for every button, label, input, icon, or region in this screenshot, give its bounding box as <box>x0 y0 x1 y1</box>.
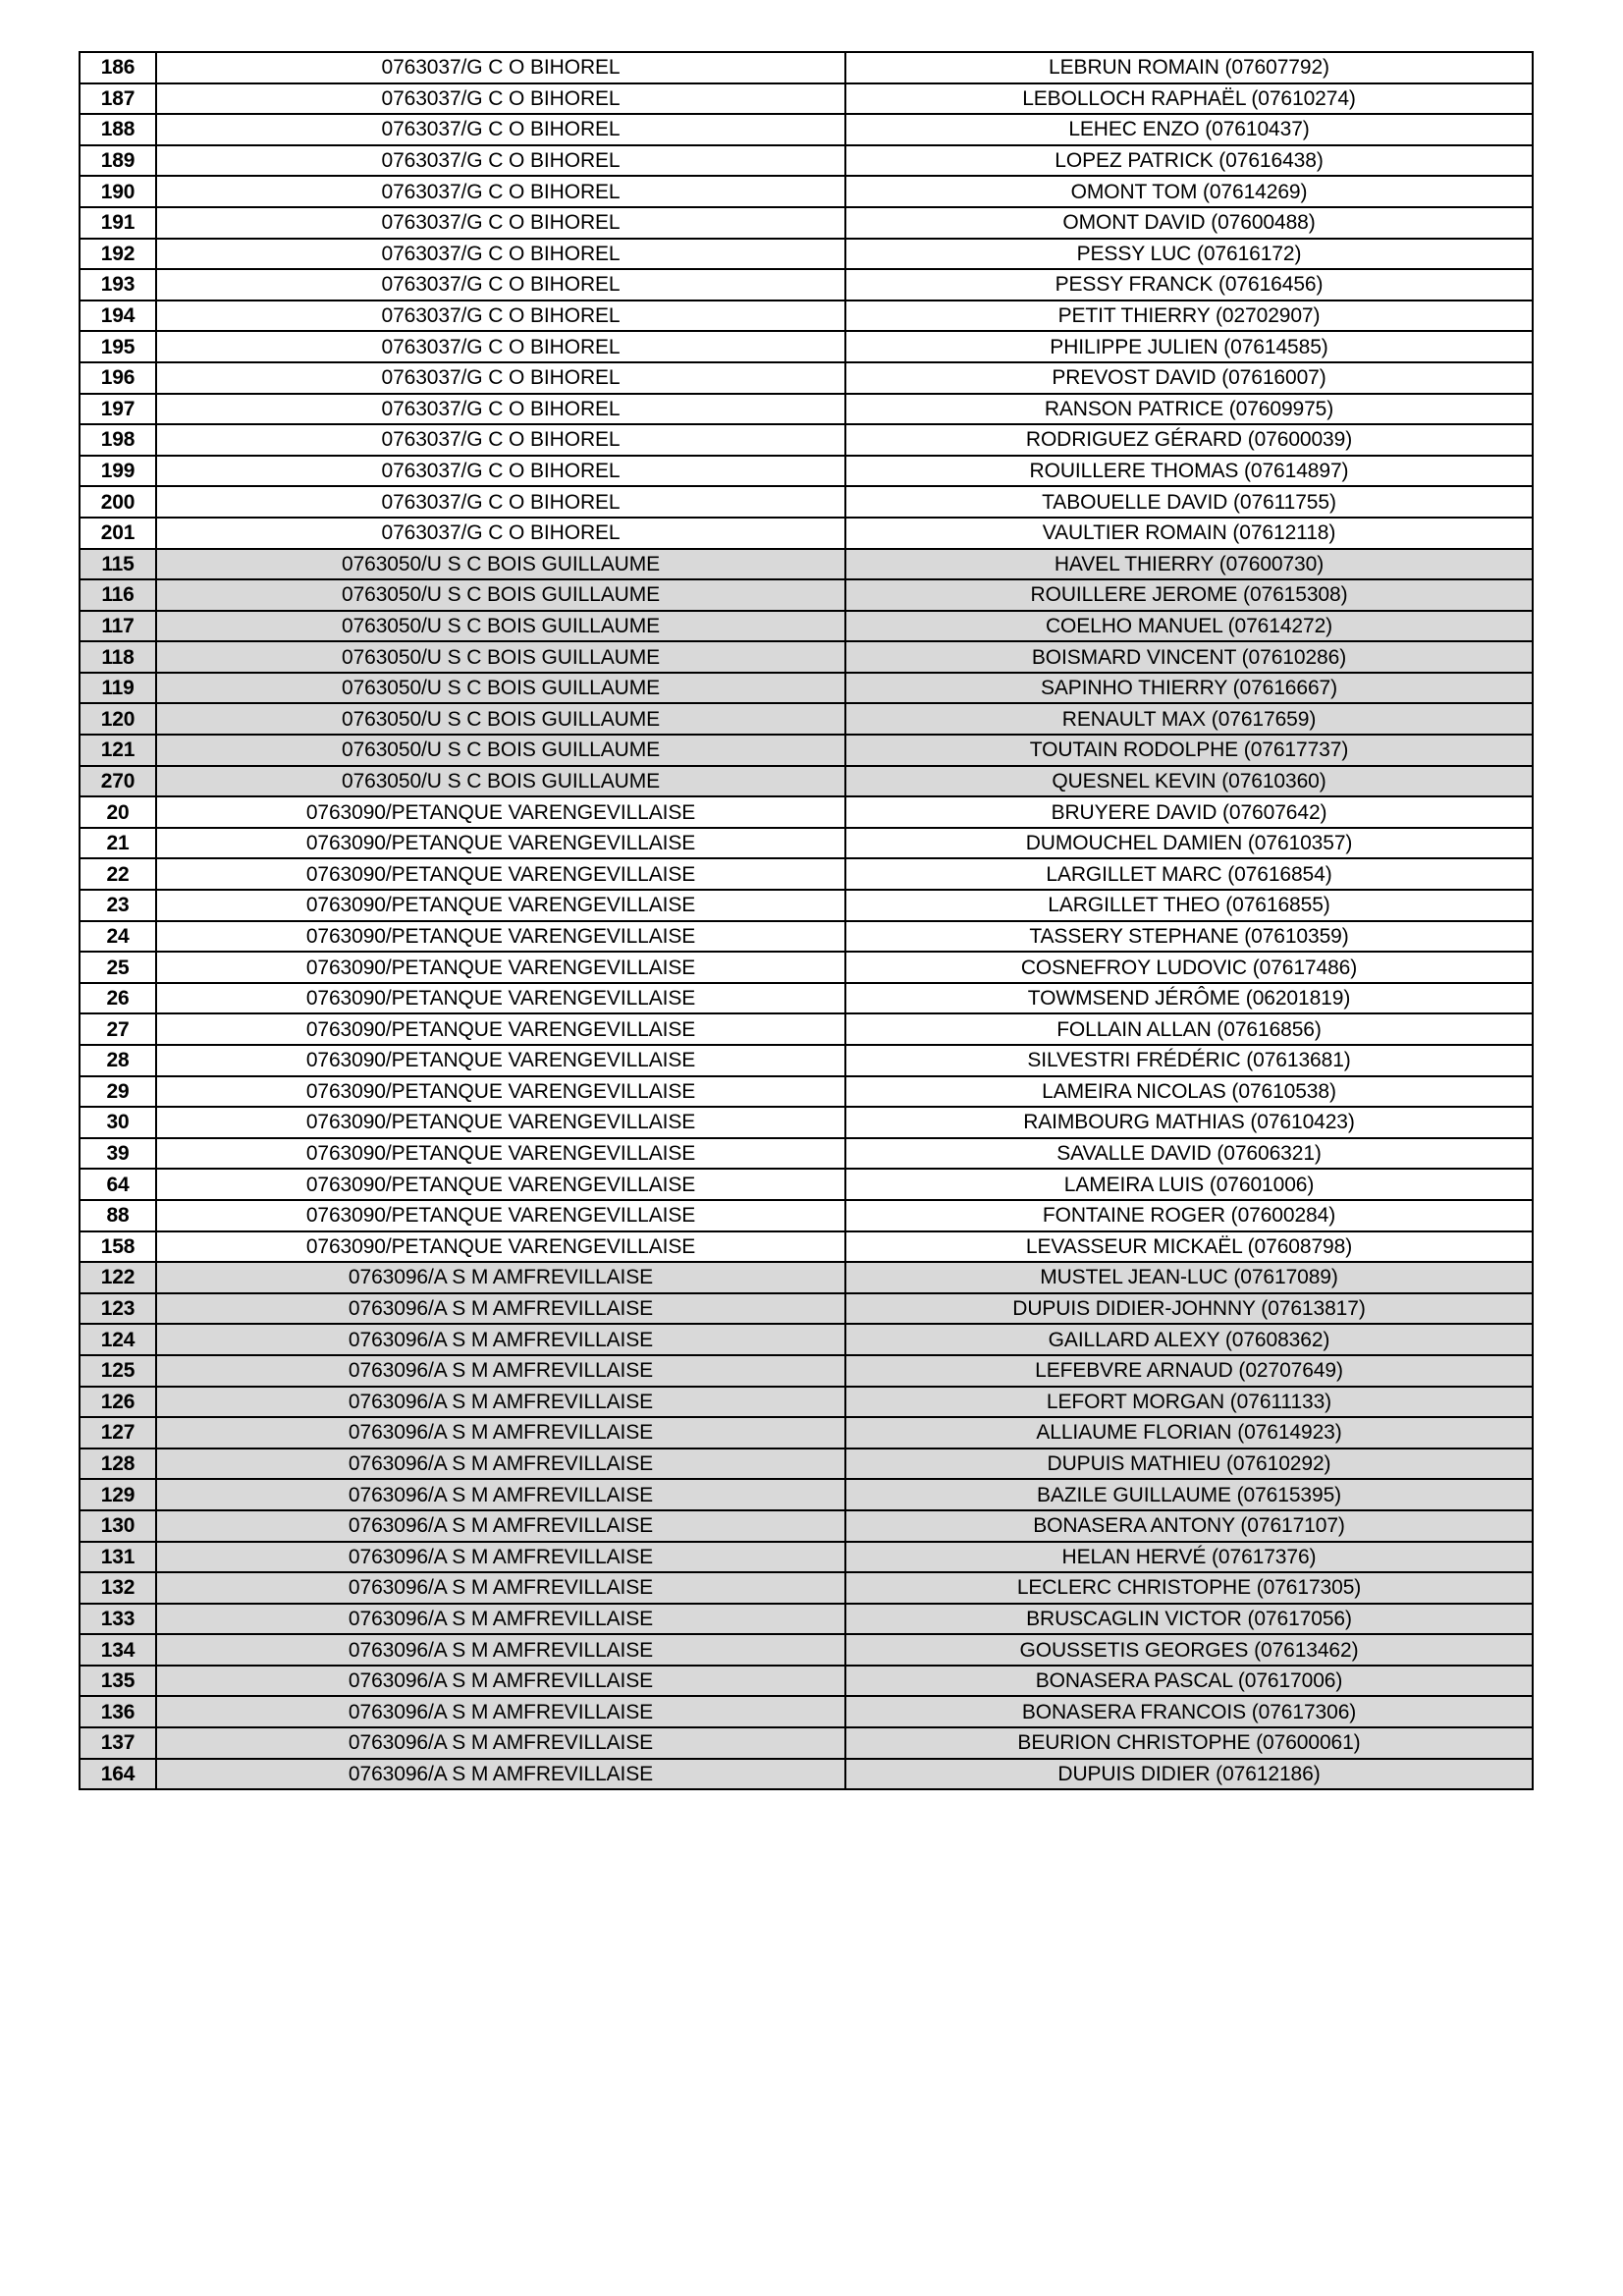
row-number-cell: 201 <box>80 518 156 549</box>
table-row <box>80 828 1533 859</box>
row-number-cell: 197 <box>80 394 156 425</box>
row-number-cell: 123 <box>80 1293 156 1325</box>
player-cell: PESSY LUC (07616172) <box>845 239 1533 270</box>
player-cell: DUPUIS DIDIER (07612186) <box>845 1759 1533 1790</box>
player-cell: SILVESTRI FRÉDÉRIC (07613681) <box>845 1045 1533 1076</box>
club-cell: 0763096/A S M AMFREVILLAISE <box>156 1293 845 1325</box>
table-row <box>80 579 1533 611</box>
table-row <box>80 735 1533 766</box>
table-row <box>80 1231 1533 1263</box>
player-cell: LOPEZ PATRICK (07616438) <box>845 145 1533 177</box>
club-cell: 0763096/A S M AMFREVILLAISE <box>156 1696 845 1727</box>
club-cell: 0763050/U S C BOIS GUILLAUME <box>156 703 845 735</box>
club-cell: 0763037/G C O BIHOREL <box>156 486 845 518</box>
club-cell: 0763090/PETANQUE VARENGEVILLAISE <box>156 1013 845 1045</box>
club-cell: 0763096/A S M AMFREVILLAISE <box>156 1634 845 1666</box>
player-cell: ALLIAUME FLORIAN (07614923) <box>845 1417 1533 1449</box>
club-cell: 0763090/PETANQUE VARENGEVILLAISE <box>156 983 845 1014</box>
row-number-cell: 193 <box>80 269 156 301</box>
player-cell: OMONT DAVID (07600488) <box>845 207 1533 239</box>
row-number-cell: 196 <box>80 362 156 394</box>
club-cell: 0763050/U S C BOIS GUILLAUME <box>156 579 845 611</box>
club-cell: 0763037/G C O BIHOREL <box>156 269 845 301</box>
player-cell: RODRIGUEZ GÉRARD (07600039) <box>845 424 1533 456</box>
player-cell: LARGILLET THEO (07616855) <box>845 890 1533 921</box>
row-number-cell: 23 <box>80 890 156 921</box>
table-row <box>80 269 1533 301</box>
table-row <box>80 1417 1533 1449</box>
club-cell: 0763037/G C O BIHOREL <box>156 207 845 239</box>
club-cell: 0763037/G C O BIHOREL <box>156 331 845 362</box>
row-number-cell: 191 <box>80 207 156 239</box>
row-number-cell: 118 <box>80 641 156 673</box>
table-row <box>80 1759 1533 1790</box>
club-cell: 0763037/G C O BIHOREL <box>156 362 845 394</box>
club-cell: 0763096/A S M AMFREVILLAISE <box>156 1417 845 1449</box>
club-cell: 0763090/PETANQUE VARENGEVILLAISE <box>156 828 845 859</box>
row-number-cell: 164 <box>80 1759 156 1790</box>
club-cell: 0763090/PETANQUE VARENGEVILLAISE <box>156 1138 845 1170</box>
table-row <box>80 1076 1533 1108</box>
row-number-cell: 125 <box>80 1355 156 1387</box>
row-number-cell: 195 <box>80 331 156 362</box>
row-number-cell: 119 <box>80 673 156 704</box>
club-cell: 0763096/A S M AMFREVILLAISE <box>156 1449 845 1480</box>
player-cell: OMONT TOM (07614269) <box>845 176 1533 207</box>
club-cell: 0763096/A S M AMFREVILLAISE <box>156 1355 845 1387</box>
club-cell: 0763090/PETANQUE VARENGEVILLAISE <box>156 952 845 983</box>
row-number-cell: 24 <box>80 921 156 953</box>
row-number-cell: 187 <box>80 83 156 115</box>
table-row <box>80 1634 1533 1666</box>
table-row <box>80 176 1533 207</box>
row-number-cell: 137 <box>80 1727 156 1759</box>
player-cell: BRUSCAGLIN VICTOR (07617056) <box>845 1604 1533 1635</box>
club-cell: 0763090/PETANQUE VARENGEVILLAISE <box>156 1231 845 1263</box>
row-number-cell: 270 <box>80 766 156 797</box>
table-row <box>80 1510 1533 1542</box>
table-row <box>80 114 1533 145</box>
row-number-cell: 189 <box>80 145 156 177</box>
row-number-cell: 20 <box>80 796 156 828</box>
row-number-cell: 194 <box>80 301 156 332</box>
club-cell: 0763037/G C O BIHOREL <box>156 424 845 456</box>
table-row <box>80 456 1533 487</box>
row-number-cell: 30 <box>80 1107 156 1138</box>
club-cell: 0763090/PETANQUE VARENGEVILLAISE <box>156 1200 845 1231</box>
row-number-cell: 134 <box>80 1634 156 1666</box>
player-cell: BONASERA FRANCOIS (07617306) <box>845 1696 1533 1727</box>
club-cell: 0763096/A S M AMFREVILLAISE <box>156 1666 845 1697</box>
club-cell: 0763050/U S C BOIS GUILLAUME <box>156 549 845 580</box>
row-number-cell: 29 <box>80 1076 156 1108</box>
row-number-cell: 192 <box>80 239 156 270</box>
club-cell: 0763090/PETANQUE VARENGEVILLAISE <box>156 921 845 953</box>
row-number-cell: 186 <box>80 52 156 83</box>
club-cell: 0763050/U S C BOIS GUILLAUME <box>156 735 845 766</box>
table-row <box>80 1727 1533 1759</box>
row-number-cell: 115 <box>80 549 156 580</box>
club-cell: 0763096/A S M AMFREVILLAISE <box>156 1324 845 1355</box>
player-cell: LEBRUN ROMAIN (07607792) <box>845 52 1533 83</box>
row-number-cell: 117 <box>80 611 156 642</box>
player-cell: HAVEL THIERRY (07600730) <box>845 549 1533 580</box>
club-cell: 0763037/G C O BIHOREL <box>156 394 845 425</box>
table-row <box>80 394 1533 425</box>
player-cell: PHILIPPE JULIEN (07614585) <box>845 331 1533 362</box>
club-cell: 0763096/A S M AMFREVILLAISE <box>156 1727 845 1759</box>
player-cell: COSNEFROY LUDOVIC (07617486) <box>845 952 1533 983</box>
row-number-cell: 116 <box>80 579 156 611</box>
club-cell: 0763037/G C O BIHOREL <box>156 114 845 145</box>
club-cell: 0763090/PETANQUE VARENGEVILLAISE <box>156 796 845 828</box>
player-cell: LECLERC CHRISTOPHE (07617305) <box>845 1572 1533 1604</box>
row-number-cell: 129 <box>80 1479 156 1510</box>
row-number-cell: 121 <box>80 735 156 766</box>
club-cell: 0763090/PETANQUE VARENGEVILLAISE <box>156 1076 845 1108</box>
table-row <box>80 766 1533 797</box>
club-cell: 0763090/PETANQUE VARENGEVILLAISE <box>156 1045 845 1076</box>
row-number-cell: 199 <box>80 456 156 487</box>
club-cell: 0763037/G C O BIHOREL <box>156 52 845 83</box>
player-cell: RANSON PATRICE (07609975) <box>845 394 1533 425</box>
table-row <box>80 1542 1533 1573</box>
player-cell: GOUSSETIS GEORGES (07613462) <box>845 1634 1533 1666</box>
player-cell: PESSY FRANCK (07616456) <box>845 269 1533 301</box>
table-row <box>80 362 1533 394</box>
club-cell: 0763090/PETANQUE VARENGEVILLAISE <box>156 890 845 921</box>
table-row <box>80 1696 1533 1727</box>
row-number-cell: 21 <box>80 828 156 859</box>
table-row <box>80 486 1533 518</box>
player-cell: RENAULT MAX (07617659) <box>845 703 1533 735</box>
club-cell: 0763037/G C O BIHOREL <box>156 518 845 549</box>
row-number-cell: 64 <box>80 1169 156 1200</box>
player-cell: LEFORT MORGAN (07611133) <box>845 1387 1533 1418</box>
club-cell: 0763037/G C O BIHOREL <box>156 176 845 207</box>
table-row <box>80 1324 1533 1355</box>
table-row <box>80 1387 1533 1418</box>
player-cell: TABOUELLE DAVID (07611755) <box>845 486 1533 518</box>
club-cell: 0763037/G C O BIHOREL <box>156 456 845 487</box>
row-number-cell: 120 <box>80 703 156 735</box>
table-row <box>80 331 1533 362</box>
club-cell: 0763050/U S C BOIS GUILLAUME <box>156 673 845 704</box>
row-number-cell: 128 <box>80 1449 156 1480</box>
player-cell: TOWMSEND JÉRÔME (06201819) <box>845 983 1533 1014</box>
table-row <box>80 952 1533 983</box>
player-cell: BRUYERE DAVID (07607642) <box>845 796 1533 828</box>
club-cell: 0763050/U S C BOIS GUILLAUME <box>156 766 845 797</box>
row-number-cell: 27 <box>80 1013 156 1045</box>
roster-table-body <box>80 52 1533 1789</box>
player-cell: RAIMBOURG MATHIAS (07610423) <box>845 1107 1533 1138</box>
row-number-cell: 122 <box>80 1262 156 1293</box>
row-number-cell: 130 <box>80 1510 156 1542</box>
table-row <box>80 1107 1533 1138</box>
row-number-cell: 158 <box>80 1231 156 1263</box>
player-cell: DUMOUCHEL DAMIEN (07610357) <box>845 828 1533 859</box>
table-row <box>80 611 1533 642</box>
player-cell: DUPUIS MATHIEU (07610292) <box>845 1449 1533 1480</box>
row-number-cell: 135 <box>80 1666 156 1697</box>
player-cell: LAMEIRA LUIS (07601006) <box>845 1169 1533 1200</box>
table-row <box>80 858 1533 890</box>
club-cell: 0763037/G C O BIHOREL <box>156 301 845 332</box>
row-number-cell: 136 <box>80 1696 156 1727</box>
club-cell: 0763037/G C O BIHOREL <box>156 145 845 177</box>
row-number-cell: 25 <box>80 952 156 983</box>
table-row <box>80 1169 1533 1200</box>
player-cell: COELHO MANUEL (07614272) <box>845 611 1533 642</box>
table-row <box>80 301 1533 332</box>
club-cell: 0763096/A S M AMFREVILLAISE <box>156 1572 845 1604</box>
club-cell: 0763096/A S M AMFREVILLAISE <box>156 1604 845 1635</box>
player-cell: LAMEIRA NICOLAS (07610538) <box>845 1076 1533 1108</box>
player-cell: DUPUIS DIDIER-JOHNNY (07613817) <box>845 1293 1533 1325</box>
player-cell: LEVASSEUR MICKAËL (07608798) <box>845 1231 1533 1263</box>
table-row <box>80 1045 1533 1076</box>
table-row <box>80 1138 1533 1170</box>
row-number-cell: 132 <box>80 1572 156 1604</box>
club-cell: 0763090/PETANQUE VARENGEVILLAISE <box>156 1169 845 1200</box>
table-row <box>80 52 1533 83</box>
table-row <box>80 239 1533 270</box>
table-row <box>80 424 1533 456</box>
row-number-cell: 188 <box>80 114 156 145</box>
table-row <box>80 145 1533 177</box>
table-row <box>80 673 1533 704</box>
row-number-cell: 22 <box>80 858 156 890</box>
row-number-cell: 126 <box>80 1387 156 1418</box>
table-row <box>80 1604 1533 1635</box>
player-cell: VAULTIER ROMAIN (07612118) <box>845 518 1533 549</box>
row-number-cell: 198 <box>80 424 156 456</box>
row-number-cell: 200 <box>80 486 156 518</box>
table-row <box>80 921 1533 953</box>
club-cell: 0763096/A S M AMFREVILLAISE <box>156 1262 845 1293</box>
table-row <box>80 1013 1533 1045</box>
player-cell: SAVALLE DAVID (07606321) <box>845 1138 1533 1170</box>
player-cell: FOLLAIN ALLAN (07616856) <box>845 1013 1533 1045</box>
player-cell: QUESNEL KEVIN (07610360) <box>845 766 1533 797</box>
table-row <box>80 641 1533 673</box>
player-cell: LARGILLET MARC (07616854) <box>845 858 1533 890</box>
roster-table <box>79 51 1534 1790</box>
row-number-cell: 28 <box>80 1045 156 1076</box>
club-cell: 0763090/PETANQUE VARENGEVILLAISE <box>156 858 845 890</box>
player-cell: GAILLARD ALEXY (07608362) <box>845 1324 1533 1355</box>
table-row <box>80 1666 1533 1697</box>
player-cell: PETIT THIERRY (02702907) <box>845 301 1533 332</box>
table-row <box>80 518 1533 549</box>
player-cell: SAPINHO THIERRY (07616667) <box>845 673 1533 704</box>
player-cell: BONASERA PASCAL (07617006) <box>845 1666 1533 1697</box>
table-row <box>80 890 1533 921</box>
club-cell: 0763096/A S M AMFREVILLAISE <box>156 1759 845 1790</box>
club-cell: 0763050/U S C BOIS GUILLAUME <box>156 611 845 642</box>
table-row <box>80 1200 1533 1231</box>
table-row <box>80 1293 1533 1325</box>
table-row <box>80 549 1533 580</box>
table-row <box>80 1449 1533 1480</box>
player-cell: BAZILE GUILLAUME (07615395) <box>845 1479 1533 1510</box>
row-number-cell: 88 <box>80 1200 156 1231</box>
table-row <box>80 1572 1533 1604</box>
row-number-cell: 190 <box>80 176 156 207</box>
player-cell: LEBOLLOCH RAPHAËL (07610274) <box>845 83 1533 115</box>
club-cell: 0763050/U S C BOIS GUILLAUME <box>156 641 845 673</box>
club-cell: 0763037/G C O BIHOREL <box>156 239 845 270</box>
player-cell: FONTAINE ROGER (07600284) <box>845 1200 1533 1231</box>
club-cell: 0763096/A S M AMFREVILLAISE <box>156 1510 845 1542</box>
club-cell: 0763090/PETANQUE VARENGEVILLAISE <box>156 1107 845 1138</box>
table-row <box>80 83 1533 115</box>
player-cell: LEHEC ENZO (07610437) <box>845 114 1533 145</box>
player-cell: BOISMARD VINCENT (07610286) <box>845 641 1533 673</box>
row-number-cell: 124 <box>80 1324 156 1355</box>
row-number-cell: 26 <box>80 983 156 1014</box>
row-number-cell: 39 <box>80 1138 156 1170</box>
player-cell: MUSTEL JEAN-LUC (07617089) <box>845 1262 1533 1293</box>
player-cell: TOUTAIN RODOLPHE (07617737) <box>845 735 1533 766</box>
club-cell: 0763037/G C O BIHOREL <box>156 83 845 115</box>
row-number-cell: 131 <box>80 1542 156 1573</box>
row-number-cell: 127 <box>80 1417 156 1449</box>
club-cell: 0763096/A S M AMFREVILLAISE <box>156 1479 845 1510</box>
table-row <box>80 703 1533 735</box>
club-cell: 0763096/A S M AMFREVILLAISE <box>156 1542 845 1573</box>
player-cell: BONASERA ANTONY (07617107) <box>845 1510 1533 1542</box>
player-cell: PREVOST DAVID (07616007) <box>845 362 1533 394</box>
player-cell: ROUILLERE THOMAS (07614897) <box>845 456 1533 487</box>
club-cell: 0763096/A S M AMFREVILLAISE <box>156 1387 845 1418</box>
player-cell: BEURION CHRISTOPHE (07600061) <box>845 1727 1533 1759</box>
player-cell: HELAN HERVÉ (07617376) <box>845 1542 1533 1573</box>
table-row <box>80 207 1533 239</box>
player-cell: TASSERY STEPHANE (07610359) <box>845 921 1533 953</box>
player-cell: LEFEBVRE ARNAUD (02707649) <box>845 1355 1533 1387</box>
row-number-cell: 133 <box>80 1604 156 1635</box>
table-row <box>80 983 1533 1014</box>
table-row <box>80 796 1533 828</box>
table-row <box>80 1355 1533 1387</box>
player-cell: ROUILLERE JEROME (07615308) <box>845 579 1533 611</box>
table-row <box>80 1262 1533 1293</box>
table-row <box>80 1479 1533 1510</box>
